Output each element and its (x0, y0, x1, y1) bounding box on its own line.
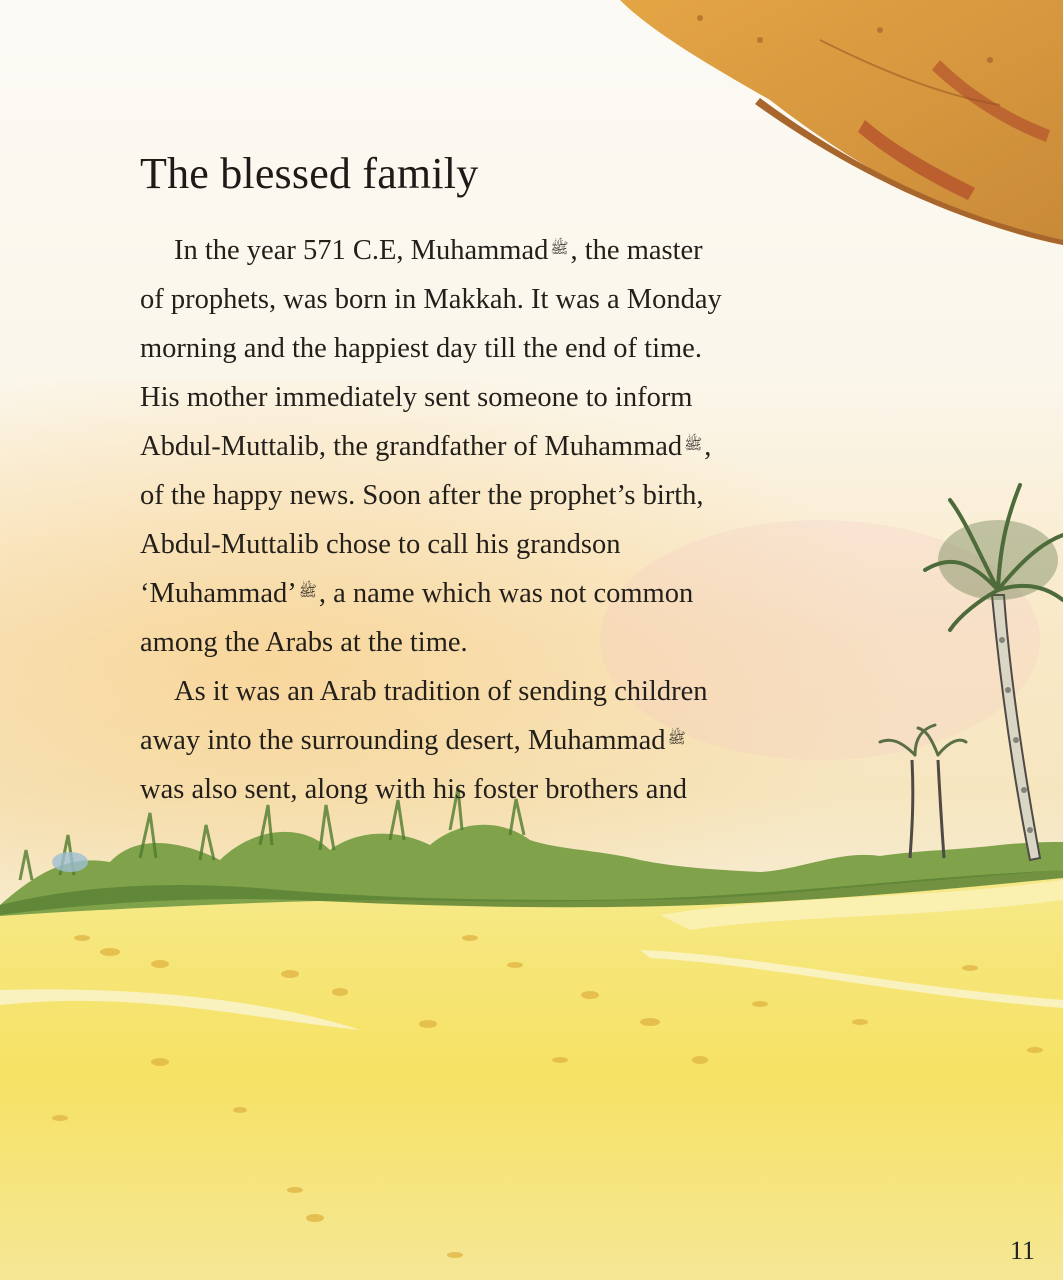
text-line: of prophets, was born in Makkah. It was a Monday (140, 284, 722, 315)
pbuh-honorific-icon: ﷺ (550, 239, 569, 257)
text-line: As it was an Arab tradition of sending children (174, 676, 708, 707)
text-line: of the happy news. Soon after the prophet’s birth, (140, 480, 704, 511)
text-line: His mother immediately sent someone to inform (140, 382, 693, 413)
text-line: morning and the happiest day till the end of time. (140, 333, 702, 364)
dome-illustration (620, 0, 1063, 245)
text-line: ‘Muhammad’ ﷺ, a name which was not common (140, 578, 694, 609)
story-text (140, 226, 900, 814)
text-line: among the Arabs at the time. (140, 627, 468, 658)
text-line: In the year 571 C.E, Muhammad ﷺ, the master (174, 235, 703, 266)
text-line: Abdul-Muttalib chose to call his grandson (140, 529, 621, 560)
page-title: The blessed family (140, 149, 479, 198)
pbuh-honorific-icon: ﷺ (667, 729, 686, 747)
text-line: was also sent, along with his foster brothers and (140, 774, 687, 805)
pbuh-honorific-icon: ﷺ (684, 435, 703, 453)
text-line: away into the surrounding desert, Muhammad ﷺ (140, 725, 686, 756)
text-line: Abdul-Muttalib, the grandfather of Muhammad ﷺ, (140, 431, 712, 462)
sand-dunes (0, 868, 1063, 1280)
pbuh-honorific-icon: ﷺ (298, 582, 317, 600)
page-number: 11 (1009, 1236, 1035, 1265)
